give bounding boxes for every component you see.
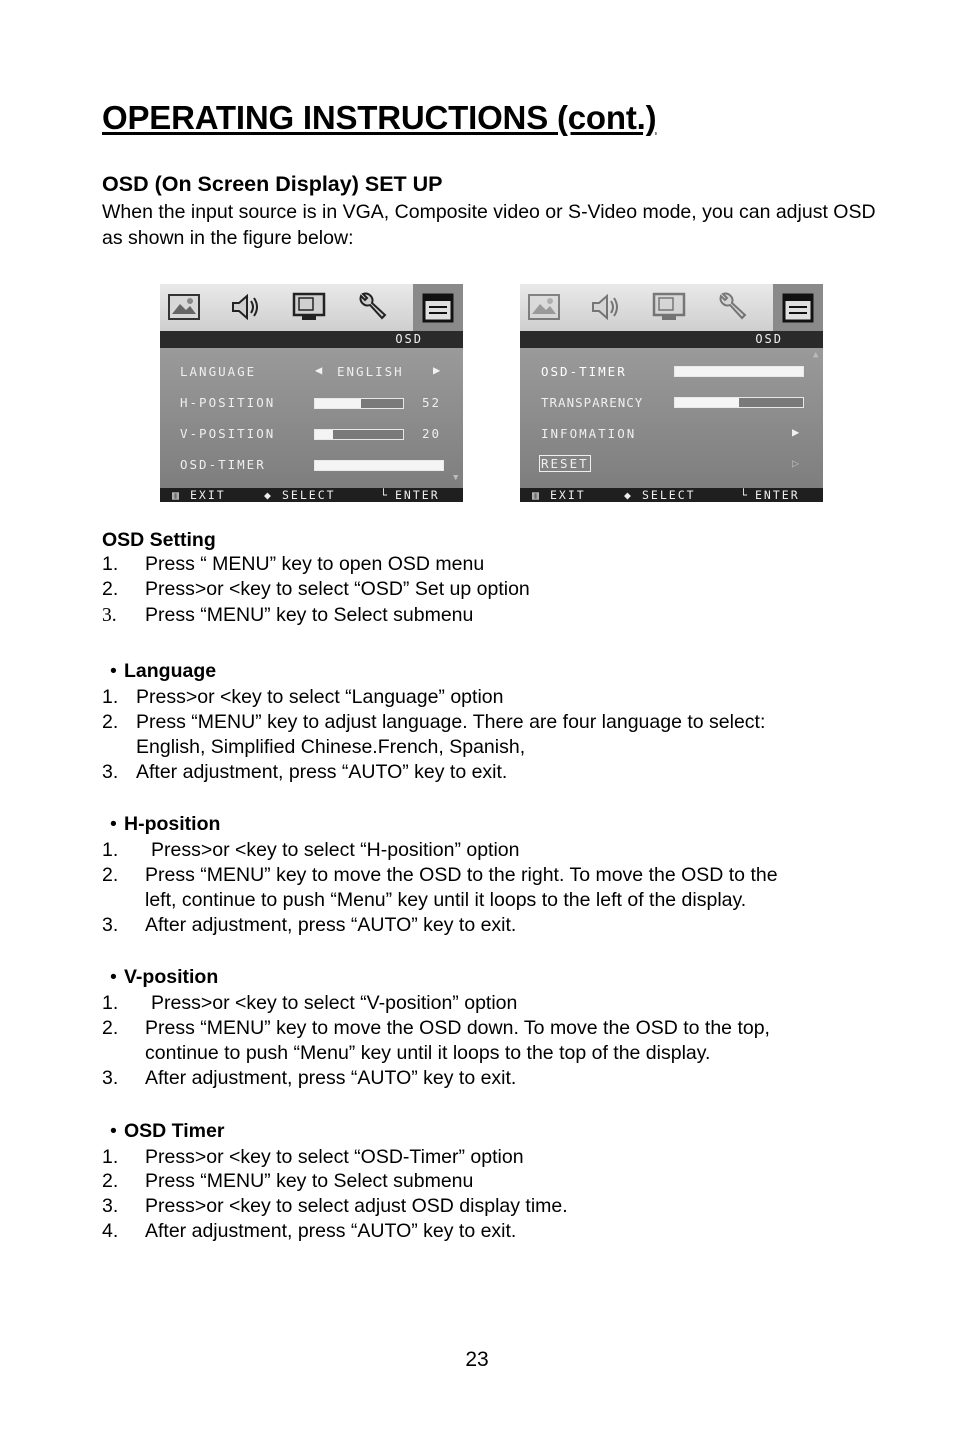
- osd-row-language: LANGUAGE: [180, 364, 257, 379]
- right-arrow-icon: ▶: [433, 363, 441, 377]
- v-position-heading: V-position: [124, 966, 219, 988]
- right-arrow-icon: ▶: [792, 425, 800, 439]
- list-item: After adjustment, press “AUTO” key to exit.: [145, 1067, 517, 1089]
- list-item: Press “MENU” key to move the OSD to the right. To move the OSD to the: [145, 864, 778, 886]
- v-position-slider: [314, 429, 404, 440]
- list-item: Press>or <key to select “V-position” option: [151, 992, 518, 1014]
- bullet: •: [110, 813, 117, 835]
- list-number: 1.: [102, 839, 119, 861]
- picture-icon: [524, 290, 564, 324]
- footer-enter: ENTER: [755, 488, 800, 502]
- bullet: •: [110, 1120, 117, 1142]
- h-position-slider: [314, 398, 404, 409]
- list-number: 3.: [102, 1067, 119, 1089]
- bullet: •: [110, 660, 117, 682]
- osd-title: OSD: [160, 331, 463, 348]
- wrench-icon: [352, 290, 392, 324]
- list-number: 3.: [102, 605, 117, 626]
- scroll-up-icon: ▲: [813, 350, 819, 360]
- list-number: 1.: [102, 553, 119, 575]
- picture-icon: [164, 290, 204, 324]
- list-number: 1.: [102, 1146, 119, 1168]
- osd-body: [160, 348, 463, 488]
- osd-setting-heading: OSD Setting: [102, 529, 216, 551]
- list-item: Press>or <key to select adjust OSD display time.: [145, 1195, 568, 1217]
- osd-screenshot-right: [520, 284, 823, 502]
- osd-window-icon: [413, 284, 463, 331]
- left-arrow-icon: ◀: [315, 363, 323, 377]
- page-number: 23: [465, 1348, 489, 1371]
- language-value: ENGLISH: [337, 364, 404, 379]
- list-item: Press “MENU” key to adjust language. There are four language to select:: [136, 711, 766, 733]
- scroll-down-icon: ▼: [453, 473, 459, 483]
- footer-exit: EXIT: [190, 488, 226, 502]
- speaker-icon: [586, 290, 626, 324]
- osd-row-h-position: H-POSITION: [180, 395, 276, 410]
- h-position-heading: H-position: [124, 813, 221, 835]
- list-number: 3.: [102, 1195, 119, 1217]
- right-arrow-outline-icon: ▷: [792, 456, 800, 470]
- list-number: 1.: [102, 992, 119, 1014]
- list-item: Press “MENU” key to move the OSD down. To move the OSD to the top,: [145, 1017, 770, 1039]
- osd-icon-bar: [520, 284, 823, 331]
- osd-footer: [520, 488, 823, 502]
- list-number: 1.: [102, 686, 119, 708]
- menu-icon: ▥: [172, 488, 181, 502]
- menu-icon: ▥: [532, 488, 541, 502]
- osd-screenshot-left: [160, 284, 463, 502]
- select-arrows-icon: ◆: [624, 488, 633, 502]
- monitor-icon: [289, 290, 329, 324]
- osd-row-osd-timer: OSD-TIMER: [180, 457, 266, 472]
- osd-timer-heading: OSD Timer: [124, 1120, 225, 1142]
- osd-row-reset: [539, 456, 591, 471]
- list-number: 2.: [102, 578, 119, 600]
- osd-footer: [160, 488, 463, 502]
- osd-body: [520, 348, 823, 488]
- enter-icon: └: [380, 488, 389, 502]
- footer-enter: ENTER: [395, 488, 440, 502]
- list-number: 3.: [102, 761, 119, 783]
- osd-timer-slider: [674, 366, 804, 377]
- language-heading: Language: [124, 660, 217, 682]
- osd-row-information: INFOMATION: [541, 426, 637, 441]
- h-position-value: 52: [422, 395, 442, 410]
- list-item: Press “ MENU” key to open OSD menu: [145, 553, 485, 575]
- osd-title: OSD: [520, 331, 823, 348]
- list-item: Press>or <key to select “OSD” Set up option: [145, 578, 530, 600]
- osd-icon-bar: [160, 284, 463, 331]
- osd-row-v-position: V-POSITION: [180, 426, 276, 441]
- osd-row-transparency: TRANSPARENCY: [541, 395, 644, 410]
- list-item: Press “MENU” key to Select submenu: [145, 1170, 474, 1192]
- list-number: 4.: [102, 1220, 119, 1242]
- list-item-continuation: continue to push “Menu” key until it loops to the top of the display.: [145, 1042, 711, 1064]
- osd-window-icon: [773, 284, 823, 331]
- list-number: 3.: [102, 914, 119, 936]
- osd-timer-slider: [314, 460, 444, 471]
- osd-row-osd-timer: OSD-TIMER: [541, 364, 627, 379]
- v-position-value: 20: [422, 426, 442, 441]
- page-title: OPERATING INSTRUCTIONS (cont.): [102, 99, 657, 136]
- footer-select: SELECT: [642, 488, 696, 502]
- enter-icon: └: [740, 488, 749, 502]
- list-item: Press>or <key to select “H-position” option: [151, 839, 520, 861]
- intro-paragraph: When the input source is in VGA, Composite video or S-Video mode, you can adjust OSD as shown in the figure below:: [102, 201, 876, 249]
- list-item: After adjustment, press “AUTO” key to exit.: [136, 761, 508, 783]
- list-number: 2.: [102, 711, 119, 733]
- wrench-icon: [712, 290, 752, 324]
- monitor-icon: [649, 290, 689, 324]
- list-item: Press>or <key to select “OSD-Timer” option: [145, 1146, 524, 1168]
- list-item: After adjustment, press “AUTO” key to exit.: [145, 1220, 517, 1242]
- section-heading: OSD (On Screen Display) SET UP: [102, 172, 443, 196]
- speaker-icon: [226, 290, 266, 324]
- list-number: 2.: [102, 1170, 119, 1192]
- list-number: 2.: [102, 1017, 119, 1039]
- list-number: 2.: [102, 864, 119, 886]
- footer-select: SELECT: [282, 488, 336, 502]
- list-item-continuation: English, Simplified Chinese.French, Spanish,: [136, 736, 526, 758]
- reset-label: RESET: [541, 456, 589, 471]
- bullet: •: [110, 966, 117, 988]
- list-item: Press>or <key to select “Language” option: [136, 686, 504, 708]
- select-arrows-icon: ◆: [264, 488, 273, 502]
- list-item: After adjustment, press “AUTO” key to exit.: [145, 914, 517, 936]
- list-item: Press “MENU” key to Select submenu: [145, 604, 474, 626]
- list-item-continuation: left, continue to push “Menu” key until it loops to the left of the display.: [145, 889, 747, 911]
- footer-exit: EXIT: [550, 488, 586, 502]
- transparency-slider: [674, 397, 804, 408]
